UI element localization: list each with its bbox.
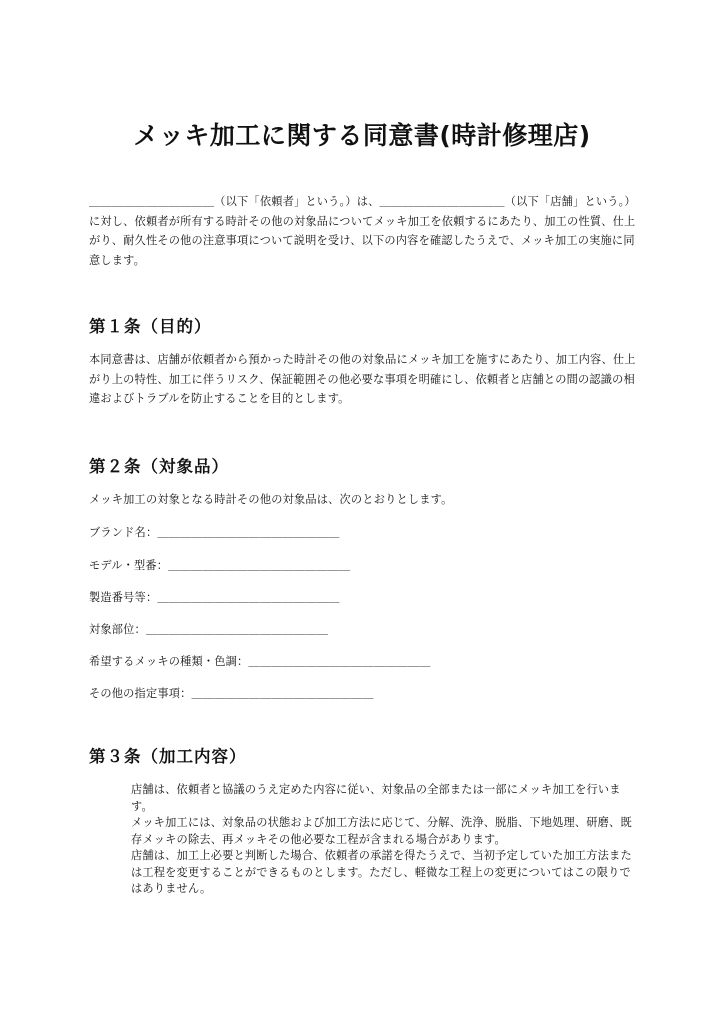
article-2-heading: 第２条（対象品） <box>89 457 229 476</box>
article-3-heading: 第３条（加工内容） <box>89 747 247 766</box>
intro-text: ＿＿＿＿＿＿＿＿＿＿＿（以下「依頼者」という。）は、＿＿＿＿＿＿＿＿＿＿＿（以下「店舗」という。）に対し、依頼者が所有する時計その他の対象品についてメッキ加工を依頼するにあたり、加工の性質、仕上がり、耐久性その他の注意事項について説明を受け、以下の内容を確認したうえで、メッキ加工の実施に同意します。 <box>89 195 636 267</box>
document-title: メッキ加工に関する同意書(時計修理店) <box>133 121 591 150</box>
field-brand: ブランド名：＿＿＿＿＿＿＿＿＿＿＿＿＿＿＿＿ <box>89 526 340 539</box>
article-3-body <box>131 782 637 898</box>
article-1-body <box>89 350 641 409</box>
article-3-item-2: メッキ加工には、対象品の状態および加工方法に応じて、分解、洗浄、脱脂、下地処理、研磨、既存メッキの除去、再メッキその他必要な工程が含まれる場合があります。 <box>131 816 632 846</box>
field-plating-type: 希望するメッキの種類・色調：＿＿＿＿＿＿＿＿＿＿＿＿＿＿＿＿ <box>89 655 431 668</box>
article-2-lead: メッキ加工の対象となる時計その他の対象品は、次のとおりとします。 <box>89 493 453 506</box>
article-3-item-3: 店舗は、加工上必要と判断した場合、依頼者の承諾を得たうえで、当初予定していた加工方法または工程を変更することができるものとします。ただし、軽微な工程上の変更についてはこの限りではありません。 <box>131 849 632 895</box>
field-target-part: 対象部位：＿＿＿＿＿＿＿＿＿＿＿＿＿＿＿＿ <box>89 623 329 636</box>
article-1-text: 本同意書は、店舗が依頼者から預かった時計その他の対象品にメッキ加工を施すにあたり、加工内容、仕上がり上の特性、加工に伴うリスク、保証範囲その他必要な事項を明確にし、依頼者と店舗との間の認識の相違およびトラブルを防止することを目的とします。 <box>89 353 636 405</box>
article-1-heading: 第１条（目的） <box>89 317 212 336</box>
article-3-item-1: 店舗は、依頼者と協議のうえ定めた内容に従い、対象品の全部または一部にメッキ加工を行います。 <box>131 783 621 813</box>
field-model: モデル・型番：＿＿＿＿＿＿＿＿＿＿＿＿＿＿＿＿ <box>89 559 351 572</box>
intro-paragraph <box>89 192 641 270</box>
field-other: その他の指定事項：＿＿＿＿＿＿＿＿＿＿＿＿＿＿＿＿ <box>89 687 374 700</box>
field-serial: 製造番号等：＿＿＿＿＿＿＿＿＿＿＿＿＿＿＿＿ <box>89 591 340 604</box>
